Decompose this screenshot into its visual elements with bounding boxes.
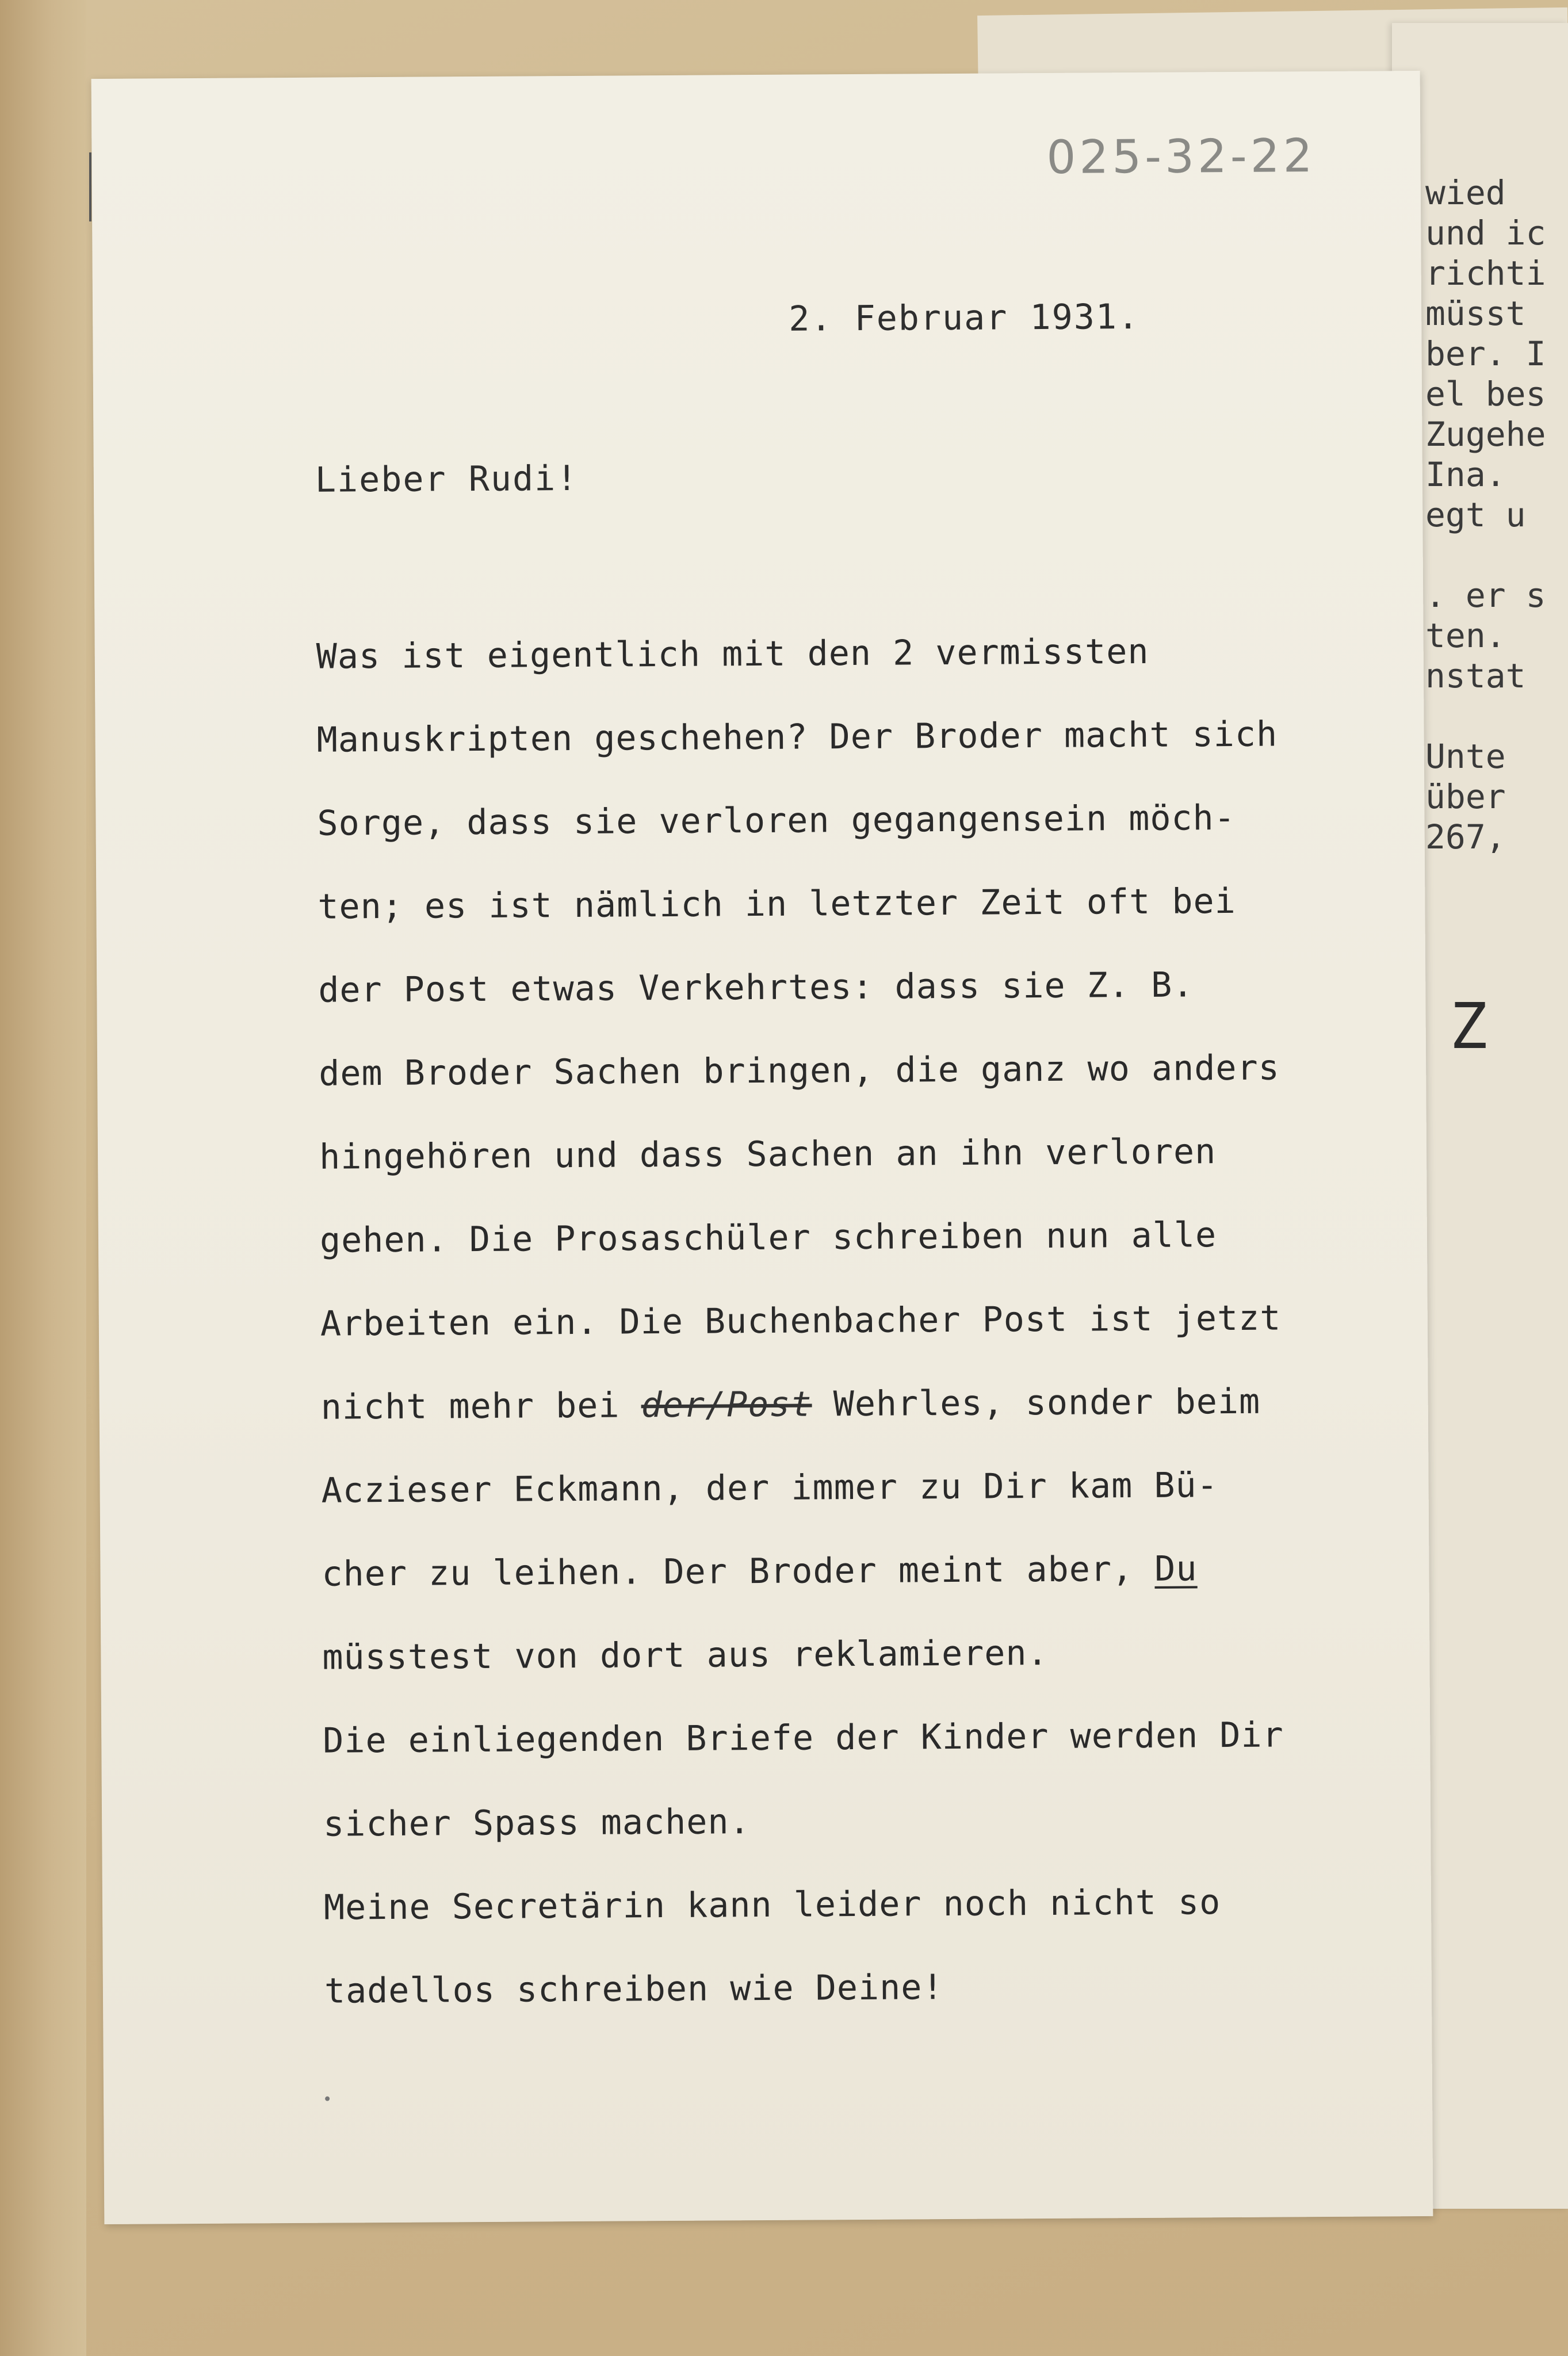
letter-sheet	[91, 71, 1433, 2224]
body-line-segment: cher zu leihen. Der Broder meint aber,	[322, 1548, 1155, 1594]
underlined-text: Du	[1154, 1548, 1198, 1589]
underlying-line: ber. I	[1425, 334, 1546, 373]
body-line-segment: Wehrles, sonder beim	[812, 1381, 1261, 1425]
ink-dot	[325, 2097, 330, 2101]
margin-tick-mark	[89, 152, 91, 221]
body-line: tadellos schreiben wie Deine!	[324, 1967, 944, 2011]
underlying-line: egt u	[1425, 495, 1526, 534]
underlying-line: ten.	[1425, 616, 1506, 655]
underlying-line: über	[1425, 777, 1506, 816]
letter-date: 2. Februar 1931.	[788, 296, 1140, 339]
body-line: gehen. Die Prosaschüler schreiben nun alle	[319, 1215, 1217, 1261]
body-line: ten; es ist nämlich in letzter Zeit oft bei	[318, 881, 1236, 927]
body-line-segment: nicht mehr bei	[320, 1385, 641, 1428]
body-line: Aczieser Eckmann, der immer zu Dir kam Bü-	[321, 1465, 1218, 1511]
body-line: der Post etwas Verkehrtes: dass sie Z. B.	[318, 965, 1194, 1011]
body-line: dem Broder Sachen bringen, die ganz wo anders	[318, 1047, 1280, 1094]
body-line: sicher Spass machen.	[323, 1802, 751, 1845]
body-line: Die einliegenden Briefe der Kinder werden Dir	[323, 1715, 1284, 1761]
folder-edge	[0, 0, 86, 2356]
salutation: Lieber Rudi!	[315, 458, 579, 500]
body-line: Arbeiten ein. Die Buchenbacher Post ist jetzt	[320, 1298, 1282, 1344]
underlying-line: 267,	[1425, 817, 1506, 856]
letter-body	[316, 609, 1475, 2033]
body-line: müsstest von dort aus reklamieren.	[322, 1632, 1049, 1678]
underlying-line	[1425, 535, 1568, 575]
underlying-line: müsst	[1425, 294, 1526, 333]
body-line: Was ist eigentlich mit den 2 vermissten	[316, 631, 1149, 677]
underlying-line: nstat	[1425, 656, 1526, 695]
struck-through-text: der/Post	[641, 1384, 812, 1426]
underlying-line: Unte	[1425, 737, 1506, 776]
underlying-line: und ic	[1425, 213, 1546, 253]
body-line: Manuskripten geschehen? Der Broder macht sich	[316, 714, 1278, 760]
underlying-line: el bes	[1425, 374, 1546, 414]
body-line: Meine Secretärin kann leider noch nicht so	[323, 1882, 1221, 1928]
underlying-line: . er s	[1425, 576, 1546, 615]
underlying-line: richti	[1425, 254, 1546, 293]
body-line: hingehören und dass Sachen an ihn verloren	[319, 1131, 1217, 1177]
body-line	[322, 1525, 1473, 1616]
archive-number: 025-32-22	[1046, 129, 1316, 184]
underlying-line: Zugehe	[1425, 415, 1546, 454]
underlying-line: Ina.	[1425, 455, 1506, 494]
underlying-margin-mark: Z	[1450, 989, 1488, 1063]
body-line: Sorge, dass sie verloren gegangensein möch-	[317, 797, 1236, 844]
body-line	[320, 1359, 1471, 1449]
underlying-line: wied	[1425, 173, 1506, 212]
